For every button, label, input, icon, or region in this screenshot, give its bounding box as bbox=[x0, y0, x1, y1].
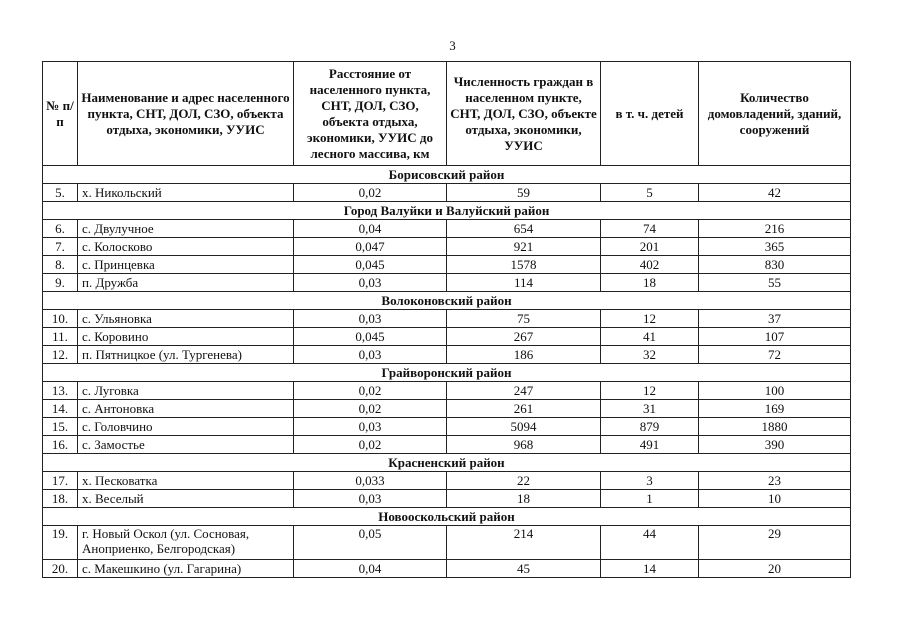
cell-population: 267 bbox=[447, 328, 601, 346]
region-row bbox=[43, 166, 851, 184]
table-row bbox=[43, 560, 851, 578]
cell-num: 17. bbox=[43, 472, 78, 490]
cell-buildings: 169 bbox=[699, 400, 851, 418]
cell-children: 14 bbox=[601, 560, 699, 578]
cell-num: 18. bbox=[43, 490, 78, 508]
region-row bbox=[43, 364, 851, 382]
cell-name: х. Веселый bbox=[78, 490, 294, 508]
cell-population: 186 bbox=[447, 346, 601, 364]
cell-name: с. Коровино bbox=[78, 328, 294, 346]
table-row bbox=[43, 490, 851, 508]
region-name: Грайворонский район bbox=[43, 364, 851, 382]
region-row bbox=[43, 454, 851, 472]
cell-buildings: 20 bbox=[699, 560, 851, 578]
region-row bbox=[43, 508, 851, 526]
cell-children: 74 bbox=[601, 220, 699, 238]
cell-buildings: 29 bbox=[699, 526, 851, 560]
cell-num: 10. bbox=[43, 310, 78, 328]
table-header-row bbox=[43, 62, 851, 166]
cell-num: 5. bbox=[43, 184, 78, 202]
cell-children: 44 bbox=[601, 526, 699, 560]
cell-num: 13. bbox=[43, 382, 78, 400]
table-row bbox=[43, 382, 851, 400]
header-num: № п/п bbox=[43, 62, 78, 166]
cell-num: 16. bbox=[43, 436, 78, 454]
cell-children: 41 bbox=[601, 328, 699, 346]
header-children: в т. ч. детей bbox=[601, 62, 699, 166]
region-name: Волоконовский район bbox=[43, 292, 851, 310]
cell-buildings: 55 bbox=[699, 274, 851, 292]
cell-name: с. Колосково bbox=[78, 238, 294, 256]
cell-population: 59 bbox=[447, 184, 601, 202]
cell-name: п. Дружба bbox=[78, 274, 294, 292]
cell-population: 114 bbox=[447, 274, 601, 292]
table-row bbox=[43, 310, 851, 328]
settlements-table bbox=[42, 61, 851, 578]
cell-population: 921 bbox=[447, 238, 601, 256]
cell-buildings: 830 bbox=[699, 256, 851, 274]
cell-num: 9. bbox=[43, 274, 78, 292]
cell-children: 491 bbox=[601, 436, 699, 454]
cell-buildings: 10 bbox=[699, 490, 851, 508]
cell-children: 1 bbox=[601, 490, 699, 508]
cell-distance: 0,033 bbox=[294, 472, 447, 490]
cell-name: с. Головчино bbox=[78, 418, 294, 436]
table-row bbox=[43, 184, 851, 202]
cell-num: 19. bbox=[43, 526, 78, 560]
cell-name: с. Замостье bbox=[78, 436, 294, 454]
cell-num: 8. bbox=[43, 256, 78, 274]
cell-buildings: 72 bbox=[699, 346, 851, 364]
cell-children: 3 bbox=[601, 472, 699, 490]
cell-population: 261 bbox=[447, 400, 601, 418]
cell-buildings: 390 bbox=[699, 436, 851, 454]
cell-buildings: 107 bbox=[699, 328, 851, 346]
region-name: Борисовский район bbox=[43, 166, 851, 184]
cell-distance: 0,02 bbox=[294, 400, 447, 418]
header-buildings: Количество домовладений, зданий, сооружений bbox=[699, 62, 851, 166]
table-row bbox=[43, 400, 851, 418]
cell-children: 32 bbox=[601, 346, 699, 364]
cell-name: с. Ульяновка bbox=[78, 310, 294, 328]
cell-num: 7. bbox=[43, 238, 78, 256]
cell-name: п. Пятницкое (ул. Тургенева) bbox=[78, 346, 294, 364]
cell-children: 12 bbox=[601, 382, 699, 400]
cell-distance: 0,02 bbox=[294, 184, 447, 202]
cell-children: 5 bbox=[601, 184, 699, 202]
table-body bbox=[43, 166, 851, 578]
cell-distance: 0,047 bbox=[294, 238, 447, 256]
table-row bbox=[43, 436, 851, 454]
header-distance: Расстояние от населенного пункта, СНТ, ДОЛ, СЗО, объекта отдыха, экономики, УУИС до лесного массива, км bbox=[294, 62, 447, 166]
region-name: Красненский район bbox=[43, 454, 851, 472]
cell-population: 75 bbox=[447, 310, 601, 328]
region-name: Город Валуйки и Валуйский район bbox=[43, 202, 851, 220]
cell-name: с. Двулучное bbox=[78, 220, 294, 238]
table-row bbox=[43, 346, 851, 364]
cell-distance: 0,02 bbox=[294, 436, 447, 454]
table-row bbox=[43, 256, 851, 274]
header-name: Наименование и адрес населенного пункта, СНТ, ДОЛ, СЗО, объекта отдыха, экономики, УУИС bbox=[78, 62, 294, 166]
cell-children: 12 bbox=[601, 310, 699, 328]
cell-children: 201 bbox=[601, 238, 699, 256]
cell-distance: 0,045 bbox=[294, 256, 447, 274]
table-row bbox=[43, 328, 851, 346]
cell-population: 22 bbox=[447, 472, 601, 490]
cell-buildings: 365 bbox=[699, 238, 851, 256]
cell-num: 20. bbox=[43, 560, 78, 578]
cell-children: 18 bbox=[601, 274, 699, 292]
cell-num: 15. bbox=[43, 418, 78, 436]
cell-children: 879 bbox=[601, 418, 699, 436]
region-name: Новооскольский район bbox=[43, 508, 851, 526]
cell-name: х. Песковатка bbox=[78, 472, 294, 490]
table-row bbox=[43, 274, 851, 292]
cell-num: 14. bbox=[43, 400, 78, 418]
cell-distance: 0,045 bbox=[294, 328, 447, 346]
cell-buildings: 42 bbox=[699, 184, 851, 202]
region-row bbox=[43, 292, 851, 310]
cell-population: 247 bbox=[447, 382, 601, 400]
cell-population: 1578 bbox=[447, 256, 601, 274]
table-row bbox=[43, 238, 851, 256]
cell-population: 5094 bbox=[447, 418, 601, 436]
cell-buildings: 216 bbox=[699, 220, 851, 238]
cell-name: х. Никольский bbox=[78, 184, 294, 202]
cell-distance: 0,03 bbox=[294, 490, 447, 508]
cell-name: с. Макешкино (ул. Гагарина) bbox=[78, 560, 294, 578]
cell-name: с. Антоновка bbox=[78, 400, 294, 418]
cell-population: 968 bbox=[447, 436, 601, 454]
cell-buildings: 100 bbox=[699, 382, 851, 400]
table-row bbox=[43, 220, 851, 238]
header-population: Численность граждан в населенном пункте, СНТ, ДОЛ, СЗО, объекте отдыха, экономики, УУИС bbox=[447, 62, 601, 166]
cell-num: 12. bbox=[43, 346, 78, 364]
cell-population: 18 bbox=[447, 490, 601, 508]
cell-children: 402 bbox=[601, 256, 699, 274]
cell-distance: 0,03 bbox=[294, 274, 447, 292]
table-row bbox=[43, 472, 851, 490]
cell-buildings: 23 bbox=[699, 472, 851, 490]
cell-distance: 0,03 bbox=[294, 418, 447, 436]
cell-distance: 0,03 bbox=[294, 310, 447, 328]
cell-name: г. Новый Оскол (ул. Сосновая, Аноприенко, Белгородская) bbox=[78, 526, 294, 560]
cell-distance: 0,05 bbox=[294, 526, 447, 560]
cell-buildings: 37 bbox=[699, 310, 851, 328]
table-row bbox=[43, 418, 851, 436]
cell-distance: 0,02 bbox=[294, 382, 447, 400]
cell-name: с. Принцевка bbox=[78, 256, 294, 274]
region-row bbox=[43, 202, 851, 220]
cell-distance: 0,03 bbox=[294, 346, 447, 364]
cell-distance: 0,04 bbox=[294, 560, 447, 578]
cell-population: 654 bbox=[447, 220, 601, 238]
page-number: 3 bbox=[449, 38, 456, 53]
cell-population: 45 bbox=[447, 560, 601, 578]
cell-children: 31 bbox=[601, 400, 699, 418]
cell-distance: 0,04 bbox=[294, 220, 447, 238]
cell-name: с. Луговка bbox=[78, 382, 294, 400]
cell-num: 6. bbox=[43, 220, 78, 238]
table-row bbox=[43, 526, 851, 560]
cell-buildings: 1880 bbox=[699, 418, 851, 436]
cell-population: 214 bbox=[447, 526, 601, 560]
cell-num: 11. bbox=[43, 328, 78, 346]
